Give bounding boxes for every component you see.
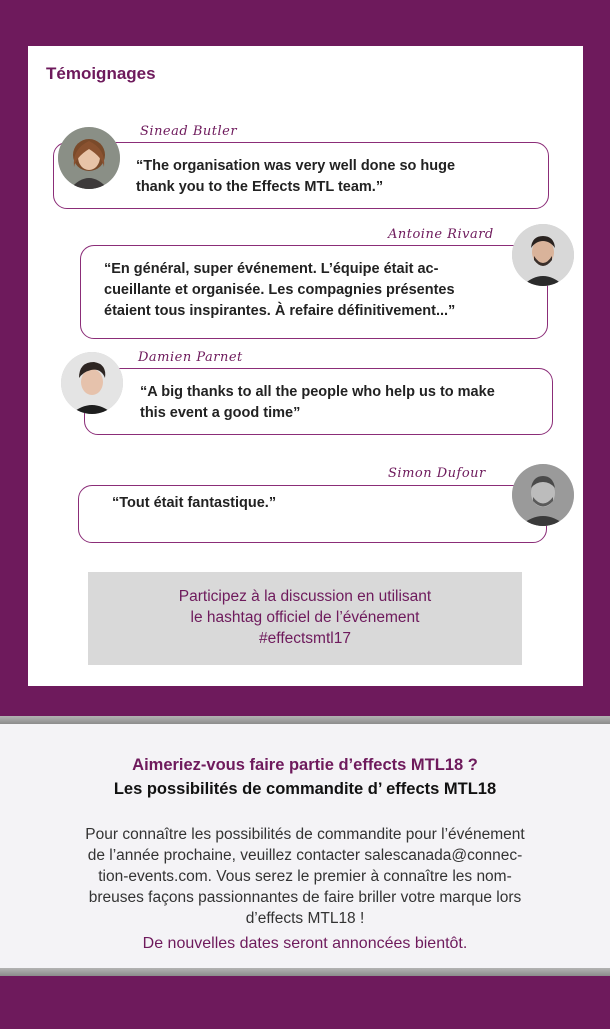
testimonial-name-1: Sinead Butler: [140, 124, 238, 139]
hashtag-tag: #effectsmtl17: [259, 630, 351, 647]
testimonial-name-2: Antoine Rivard: [388, 227, 494, 242]
divider-bottom: [0, 968, 610, 976]
testimonial-quote-1: “The organisation was very well done so huge thank you to the Effects MTL team.”: [136, 158, 456, 195]
testimonial-quote-2: “En général, super événement. L’équipe était ac- cueillante et organisée. Les compagnies présentes étaient tous inspirantes. À refaire définitivement...”: [104, 261, 456, 319]
testimonial-quote-4: “Tout était fantastique.”: [112, 495, 277, 511]
testimonial-name-4: Simon Dufour: [388, 466, 486, 481]
divider-top: [0, 716, 610, 724]
avatar-damien-parnet: [61, 352, 123, 414]
sponsorship-note: De nouvelles dates seront annoncées bientôt.: [142, 935, 468, 952]
testimonial-name-3: Damien Parnet: [138, 350, 243, 365]
section-title: Témoignages: [46, 64, 156, 83]
avatar-simon-dufour: [512, 464, 574, 526]
testimonials-card: [28, 46, 583, 686]
hashtag-line-2: le hashtag officiel de l’événement: [190, 609, 420, 626]
sponsorship-section: [0, 724, 610, 968]
sponsorship-subheading: Les possibilités de commandite d’ effects MTL18: [113, 780, 497, 798]
avatar-sinead-butler: [58, 127, 120, 189]
avatar-antoine-rivard: [512, 224, 574, 286]
sponsorship-heading: Aimeriez-vous faire partie d’effects MTL18 ?: [132, 756, 478, 774]
hashtag-callout: [88, 572, 522, 665]
hashtag-line-1: Participez à la discussion en utilisant: [178, 588, 432, 605]
sponsorship-body: Pour connaître les possibilités de commandite pour l’événement de l’année prochaine, veuillez contacter salescanada@connec- tion-events.com. Vous serez le premier à connaître les nom- breuses façons passionnantes de faire briller votre marque lors d’effects MTL18 !: [85, 826, 525, 927]
testimonial-quote-3: “A big thanks to all the people who help us to make this event a good time”: [140, 384, 495, 421]
